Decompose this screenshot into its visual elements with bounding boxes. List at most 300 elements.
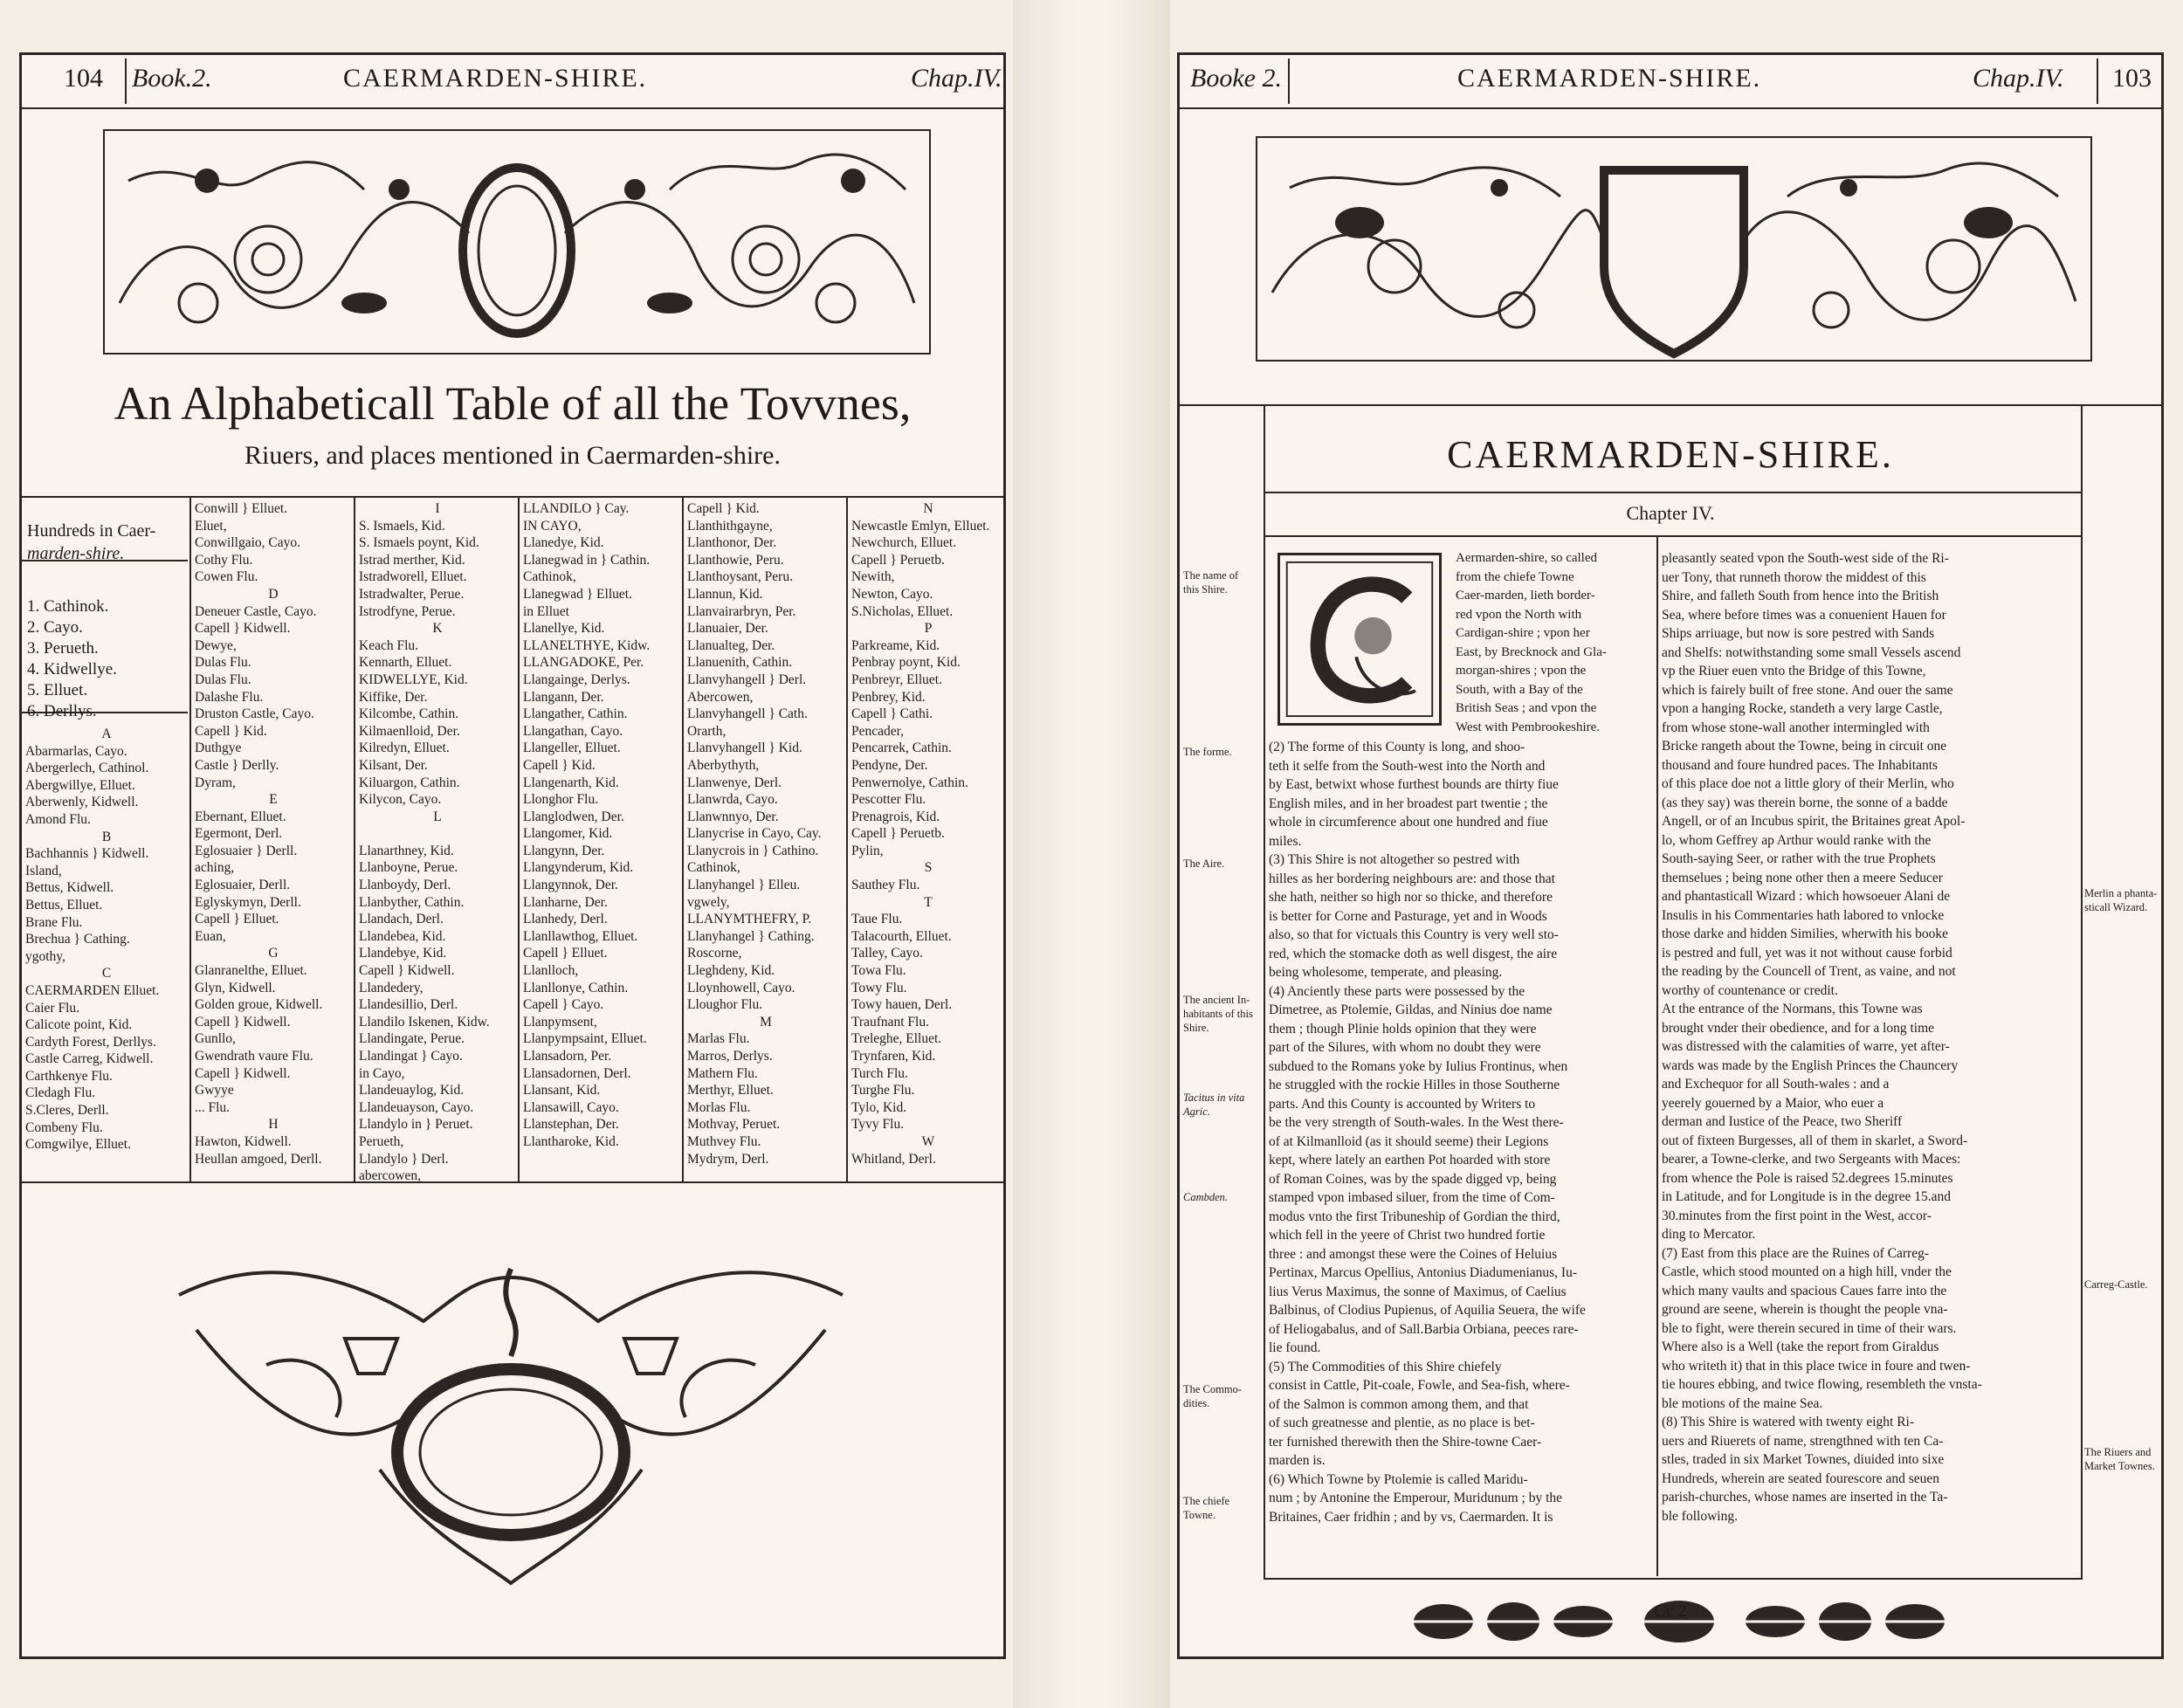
index-entry: Llanyhangel } Cathing.	[687, 928, 815, 944]
index-entry: Lloughor Flu.	[687, 997, 763, 1013]
text-line: and Shelfs: notwithstanding some small Vessels ascend	[1662, 644, 1961, 660]
index-entry: Traufnant Flu.	[851, 1014, 929, 1030]
right-page	[1177, 52, 2164, 1659]
index-entry: LLANDILO } Cay.	[523, 501, 630, 516]
index-entry: Llanvyhangell } Kid.	[687, 740, 802, 756]
index-entry: Aberwenly, Kidwell.	[25, 795, 139, 810]
text-column-left	[1269, 738, 1653, 1526]
index-entry: Llandingat } Cayo.	[359, 1049, 463, 1064]
margin-note-forme: The forme.	[1183, 746, 1232, 758]
index-entry: Llansawill, Cayo.	[523, 1099, 619, 1115]
illuminated-initial-icon	[1277, 553, 1442, 726]
index-entry: Llanpympsaint, Elluet.	[523, 1031, 647, 1047]
index-entry: K	[432, 621, 443, 637]
text-line: English miles, and in her broadest part twentie ; the	[1269, 795, 1548, 811]
text-line: Shire, and falleth South from hence into the British	[1662, 589, 1939, 603]
index-entry: Llanhedy, Derl.	[523, 912, 608, 927]
text-line: is better for Corne and Pasturage, yet and in Woods	[1269, 908, 1547, 924]
text-line: she hath, neither so high nor so thicke, and therefore	[1269, 890, 1553, 905]
index-entry: Egermont, Derl.	[195, 826, 283, 842]
index-entry: Conwillgaio, Cayo.	[195, 535, 300, 551]
index-entry: Taue Flu.	[851, 912, 903, 927]
text-line: British Seas ; and vpon the	[1456, 701, 1597, 715]
text-line: of at Kilmanlloid (as it should seeme) their Legions	[1269, 1133, 1549, 1149]
index-entry: B	[101, 829, 112, 844]
index-entry: Marlas Flu.	[687, 1031, 750, 1047]
text-line: the reading by the Councell of Trent, as vaine, and not	[1662, 964, 1956, 979]
index-entry: Comgwilye, Elluet.	[25, 1137, 131, 1153]
index-entry: S	[924, 860, 933, 876]
left-page-number: 104	[64, 64, 103, 93]
index-entry: A	[101, 727, 112, 741]
book-gutter	[1013, 0, 1170, 1708]
text-line: (8) This Shire is watered with twenty eight Ri-	[1662, 1415, 1914, 1429]
text-line: thousand and foure hundred paces. The Inhabitants	[1662, 757, 1939, 773]
index-entry: Pendyne, Der.	[851, 757, 928, 773]
text-line: Angell, or of an Incubus spirit, the Britaines great Apol-	[1662, 814, 1966, 829]
index-entry: Cowen Flu.	[195, 569, 258, 585]
left-chapter-label: Chap.IV.	[911, 64, 1002, 93]
headpiece-shield-ornament-icon	[1255, 135, 2093, 362]
hundreds-heading: Hundreds in Caer- marden-shire.	[27, 521, 156, 563]
index-entry: Treleghe, Elluet.	[851, 1031, 942, 1047]
text-line: red, which the stomacke doth as well disgest, the aire	[1269, 946, 1558, 961]
index-entry: Capell } Cayo.	[523, 997, 604, 1013]
text-line: Insulis in his Commentaries hath labored to vnlocke	[1662, 907, 1945, 923]
index-entry: Llannun, Kid.	[687, 586, 763, 602]
index-entry: Pencader,	[851, 723, 905, 739]
index-entry: Penbrey, Kid.	[851, 689, 926, 705]
index-entry: abercowen,	[359, 1168, 421, 1184]
index-entry: Llanellye, Kid.	[523, 621, 605, 637]
index-entry: H	[268, 1117, 279, 1133]
text-line: Caer-marden, lieth border-	[1456, 589, 1595, 603]
index-entry: Llangomer, Kid.	[523, 826, 613, 842]
text-line: part of the Silures, with whom no doubt they were	[1269, 1040, 1541, 1055]
index-entry: Towy Flu.	[851, 980, 907, 995]
margin-note-inhabitants: The ancient In- habitants of this Shire.	[1183, 994, 1253, 1034]
index-entry: Llangenarth, Kid.	[523, 775, 619, 790]
index-entry: Eglosuaier, Derll.	[195, 878, 291, 893]
index-entry: Turch Flu.	[851, 1065, 908, 1081]
index-entry: Euan,	[195, 928, 226, 944]
index-entry: Tylo, Kid.	[851, 1099, 907, 1115]
index-entry: Marros, Derlys.	[687, 1049, 773, 1064]
text-line: East, by Brecknock and Gla-	[1456, 644, 1607, 659]
index-entry: Llanvairarbryn, Per.	[687, 603, 796, 619]
index-entry: Bettus, Elluet.	[25, 897, 103, 913]
index-entry: Llonghor Flu.	[523, 792, 599, 808]
index-entry: Llanuaier, Der.	[687, 621, 768, 637]
index-entry: Aberbythyth,	[687, 757, 760, 773]
index-entry: Turghe Flu.	[851, 1083, 915, 1098]
text-line: Dimetree, as Ptolemie, Gildas, and Ninius doe name	[1269, 1002, 1553, 1017]
text-line: hilles as her bordering neighbours are: and those that	[1269, 871, 1555, 886]
index-entry: Roscorne,	[687, 946, 742, 961]
text-line: Ships arriuage, but now is sore pestred with Sands	[1662, 626, 1935, 641]
text-line: wards was made by the English Princes the Chauncery	[1662, 1057, 1959, 1073]
index-entry: Capell } Kidwell.	[195, 1065, 291, 1081]
index-entry: Llanpymsent,	[523, 1014, 597, 1030]
index-entry: S. Ismaels, Kid.	[359, 518, 445, 534]
index-entry: Calicote point, Kid.	[25, 1017, 133, 1033]
index-entry: Llanllonye, Cathin.	[523, 980, 629, 995]
index-column-2	[195, 500, 352, 1167]
index-entry: Penbray poynt, Kid.	[851, 655, 961, 671]
index-entry: Istrad merther, Kid.	[359, 552, 465, 568]
index-entry: Towa Flu.	[851, 963, 906, 979]
index-entry: Llandeuayson, Cayo.	[359, 1099, 474, 1115]
index-entry: Llanvyhangell } Derl.	[687, 671, 807, 687]
index-entry: Llandylo } Derl.	[359, 1151, 449, 1167]
index-entry: M	[760, 1014, 772, 1030]
index-entry: Cothy Flu.	[195, 552, 253, 568]
index-entry: CAERMARDEN Elluet.	[25, 982, 160, 998]
index-entry: G	[268, 946, 279, 961]
index-entry: Penwernolye, Cathin.	[851, 775, 968, 790]
text-line: ble motions of the maine Sea.	[1662, 1395, 1823, 1411]
index-entry: Sauthey Flu.	[851, 878, 920, 893]
index-entry: Pylin,	[851, 843, 884, 858]
text-line: teth it selfe from the South-west into the North and	[1269, 758, 1546, 774]
index-entry: Kennarth, Elluet.	[359, 655, 452, 671]
index-entry: Amond Flu.	[25, 811, 91, 827]
index-entry	[359, 825, 516, 843]
index-entry: Cathinok,	[523, 569, 576, 585]
index-entry: Lloynhowell, Cayo.	[687, 980, 795, 995]
text-line: and phantasticall Wizard : which howsoeuer Alani de	[1662, 889, 1951, 904]
index-column-3	[359, 500, 516, 1185]
index-entry: Abercowen,	[687, 689, 754, 705]
text-line: (3) This Shire is not altogether so pestred with	[1269, 852, 1520, 867]
index-entry: Castle Carreg, Kidwell.	[25, 1051, 154, 1067]
index-entry: Bettus, Kidwell.	[25, 880, 114, 896]
text-line: ground are seene, wherein is thought the people vna-	[1662, 1302, 1948, 1317]
index-entry: Capell } Elluet.	[523, 946, 608, 961]
index-entry: Conwill } Elluet.	[195, 501, 288, 516]
text-line: ding to Mercator.	[1662, 1227, 1756, 1242]
index-entry: Merthyr, Elluet.	[687, 1083, 774, 1098]
index-entry: Kilycon, Cayo.	[359, 792, 442, 808]
index-entry: Kiffike, Der.	[359, 689, 428, 705]
index-entry: Llanwnnyo, Der.	[687, 809, 779, 824]
text-line: 30.minutes from the first point in the West, accor-	[1662, 1208, 1932, 1223]
index-entry: in Elluet	[523, 603, 569, 619]
text-line: (4) Anciently these parts were possessed by the	[1269, 983, 1525, 999]
text-line: Pertinax, Marcus Opellius, Antonius Diadumenianus, Iu-	[1269, 1265, 1578, 1280]
index-entry: Llandilo Iskenen, Kidw.	[359, 1014, 490, 1030]
text-line: (7) East from this place are the Ruines of Carreg-	[1662, 1245, 1930, 1261]
text-line: which many vaults and spacious Caues farre into the	[1662, 1283, 1947, 1298]
index-entry: Dalashe Flu.	[195, 689, 264, 705]
index-entry: Cathinok,	[687, 860, 740, 876]
text-line: and Exchequor for all South-wales : and a	[1662, 1077, 1890, 1092]
text-line: modus vnto the first Tribuneship of Gordian the third,	[1269, 1209, 1560, 1224]
index-entry: Newchurch, Elluet.	[851, 535, 957, 551]
index-entry: Capell } Peruetb.	[851, 552, 945, 568]
text-line: ble to fight, were therein secured in time of their wars.	[1662, 1320, 1957, 1336]
left-book-label: Book.2.	[132, 64, 212, 93]
index-entry: Llanuenith, Cathin.	[687, 655, 793, 671]
text-line: whole in circumference about one hundred and fiue	[1269, 815, 1548, 830]
index-entry: Capell } Kid.	[687, 501, 760, 516]
margin-note-merlin: Merlin a phanta- sticall Wizard.	[2084, 887, 2158, 913]
index-entry: Caier Flu.	[25, 1000, 79, 1016]
text-line: brought vnder their obedience, and for a long time	[1662, 1020, 1935, 1036]
table-top-rule	[22, 496, 1003, 498]
index-entry: Llandylo in } Peruet.	[359, 1117, 473, 1133]
index-entry: Llandesillio, Derl.	[359, 997, 458, 1013]
index-entry: Llantharoke, Kid.	[523, 1133, 619, 1149]
text-line: num ; by Antonine the Emperour, Muridunum ; by the	[1269, 1491, 1563, 1505]
text-line: subdued to the Romans yoke by Iulius Frontinus, when	[1269, 1058, 1568, 1074]
index-entry: ... Flu.	[195, 1099, 231, 1115]
index-entry: Island,	[25, 863, 62, 878]
index-entry: Dyram,	[195, 775, 236, 790]
index-entry: Eglyskymyn, Derll.	[195, 894, 301, 910]
index-entry: Kilredyn, Elluet.	[359, 740, 450, 756]
text-line: parish-churches, whose names are inserted in the Ta-	[1662, 1490, 1948, 1505]
text-line: he struggled with the rockie Hilles in those Southerne	[1269, 1078, 1560, 1092]
text-line: tie houres ebbing, and twice flowing, resembleth the vnsta-	[1662, 1377, 1982, 1392]
text-line: (as they say) was therein borne, the sonne of a badde	[1662, 795, 1948, 810]
index-entry: Llansadornen, Derl.	[523, 1065, 631, 1081]
text-line: uers and Riuerets of name, strengthned with ten Ca-	[1662, 1433, 1944, 1449]
index-entry: Llanboydy, Derl.	[359, 878, 451, 893]
index-entry: Abarmarlas, Cayo.	[25, 743, 127, 759]
text-line: three : and amongst these were the Coines of Heluius	[1269, 1246, 1558, 1262]
index-entry: P	[924, 621, 933, 637]
hundreds-list: 1. Cathinok. 2. Cayo. 3. Perueth. 4. Kidwellye. 5. Elluet. 6. Derllys.	[27, 597, 117, 720]
index-entry: Llanllawthog, Elluet.	[523, 928, 638, 944]
text-line: Balbinus, of Clodius Pupienus, of Aquilia Seuera, the wife	[1269, 1303, 1586, 1318]
index-entry: Llansant, Kid.	[523, 1083, 601, 1098]
text-line: themselues ; being none other then a meere Seducer	[1662, 870, 1943, 885]
text-line: West with Pembrookeshire.	[1456, 720, 1601, 734]
text-line: lie found.	[1269, 1340, 1321, 1355]
index-entry: W	[921, 1133, 935, 1149]
index-entry: Cardyth Forest, Derllys.	[25, 1034, 156, 1050]
text-line: being wholesome, temperate, and pleasing.	[1269, 965, 1503, 980]
index-entry: Llanstephan, Der.	[523, 1117, 619, 1133]
index-entry: Eluet,	[195, 518, 227, 534]
text-line: derman and Iustice of the Peace, two Sheriff	[1662, 1114, 1903, 1129]
text-line: stles, traded in six Market Townes, diuided into sixe	[1662, 1452, 1945, 1467]
text-line: Castle, which stood mounted on a high hill, vnder the	[1662, 1264, 1952, 1279]
text-line: red vpon the North with	[1456, 607, 1582, 622]
index-entry: Llangynn, Der.	[523, 843, 605, 858]
index-entry: Llangann, Der.	[523, 689, 604, 705]
text-line: which fell in the yeere of Christ two hundred fortie	[1269, 1228, 1546, 1243]
text-line: consist in Cattle, Pit-coale, Fowle, and Sea-fish, where-	[1269, 1378, 1570, 1393]
index-entry: Capell } Peruetb.	[851, 826, 945, 842]
text-line: be the very strength of South-wales. In the West there-	[1269, 1115, 1564, 1130]
index-entry: Lleghdeny, Kid.	[687, 963, 775, 979]
text-line: those darke and hidden Similies, wherwith his booke	[1662, 926, 1949, 941]
index-entry: Castle } Derlly.	[195, 757, 279, 773]
index-entry: Llanboyne, Perue.	[359, 860, 458, 876]
index-entry: Muthvey Flu.	[687, 1133, 761, 1149]
index-entry: Capell } Elluet.	[195, 912, 279, 927]
text-line: Aermarden-shire, so called	[1456, 551, 1598, 565]
index-entry: Llanycrois in } Cathino.	[687, 843, 819, 858]
text-line: lo, whom Geffrey ap Arthur would ranke with the	[1662, 832, 1932, 848]
cartouche-ornament-icon	[162, 1243, 860, 1592]
text-line: of Heliogabalus, and of Sall.Barbia Orbiana, peeces rare-	[1269, 1321, 1579, 1337]
index-entry: Llandedery,	[359, 980, 424, 995]
index-entry: Abergerlech, Cathinol.	[25, 761, 149, 776]
index-entry: in Cayo,	[359, 1065, 405, 1081]
index-entry: LLANYMTHEFRY, P.	[687, 912, 812, 927]
index-entry: Glanranelthe, Elluet.	[195, 963, 307, 979]
text-line: yeerely gouerned by a Maior, who euer a	[1662, 1095, 1884, 1111]
index-entry: Llangynnok, Der.	[523, 878, 618, 893]
index-entry: Llanyhangel } Elleu.	[687, 878, 801, 893]
index-entry: Gwyye	[195, 1083, 234, 1098]
signature-mark: Cc 2	[1654, 1601, 1687, 1621]
index-column-5	[687, 500, 844, 1167]
index-entry: Llanlloch,	[523, 963, 579, 979]
index-entry: Dulas Flu.	[195, 671, 251, 687]
index-entry: Newcastle Emlyn, Elluet.	[851, 518, 990, 534]
index-entry: I	[435, 501, 440, 516]
index-entry: L	[433, 809, 442, 824]
text-line: Where also is a Well (take the report from Giraldus	[1662, 1340, 1939, 1354]
index-entry: C	[101, 966, 112, 981]
text-line: from whose stone-wall another intermingled with	[1662, 720, 1930, 735]
left-page	[19, 52, 1006, 1659]
text-line: At the entrance of the Normans, this Towne was	[1662, 1002, 1923, 1016]
index-entry: Carthkenye Flu.	[25, 1068, 113, 1084]
text-line: ter furnished therewith then the Shire-towne Caer-	[1269, 1434, 1542, 1450]
index-entry: Llangather, Cathin.	[523, 706, 628, 722]
index-entry: Istradworell, Elluet.	[359, 569, 467, 585]
text-line: also, so that for victuals this Country is very well sto-	[1269, 927, 1559, 942]
text-line: who writeth it) that in this place twice in foure and twen-	[1662, 1358, 1971, 1374]
index-entry: Llandach, Derl.	[359, 912, 444, 927]
index-entry: T	[924, 894, 933, 910]
text-line: of such greatnesse and plentie, as no place is bet-	[1269, 1415, 1535, 1430]
index-entry: Kilcombe, Cathin.	[359, 706, 459, 722]
index-entry: Capell } Kid.	[195, 723, 267, 739]
margin-note-riuers: The Riuers and Market Townes.	[2084, 1446, 2155, 1472]
index-entry: Combeny Flu.	[25, 1119, 103, 1135]
index-column-1	[25, 726, 188, 1154]
text-column-right	[1662, 549, 2077, 1525]
index-entry: Towy hauen, Derl.	[851, 997, 953, 1013]
index-entry: Kilmaenlloid, Der.	[359, 723, 460, 739]
text-line: ble following.	[1662, 1508, 1738, 1524]
text-line: Britaines, Caer fridhin ; and by vs, Caermarden. It is	[1269, 1509, 1553, 1525]
text-line: lius Verus Maximus, the sonne of Maximus, of Caelius	[1269, 1284, 1567, 1299]
text-line: Sea, where before times was a conuenient Hauen for	[1662, 607, 1946, 623]
index-entry: Llangathan, Cayo.	[523, 723, 623, 739]
text-line: out of fixteen Burgesses, all of them in skarlet, a Sword-	[1662, 1133, 1968, 1148]
index-entry: Prenagrois, Kid.	[851, 809, 940, 824]
index-entry: Bachhannis } Kidwell.	[25, 846, 149, 862]
index-entry: Capell } Kidwell.	[195, 1014, 291, 1030]
margin-note-chiefe-towne: The chiefe Towne.	[1183, 1495, 1230, 1521]
index-entry: Llandebye, Kid.	[359, 946, 447, 961]
index-entry: Llangynderum, Kid.	[523, 860, 634, 876]
index-entry: Trynfaren, Kid.	[851, 1049, 936, 1064]
text-line: of Roman Coines, was by the spade digged vp, being	[1269, 1171, 1557, 1187]
index-entry: Kiluargon, Cathin.	[359, 775, 460, 790]
text-line: South, with a Bay of the	[1456, 682, 1583, 697]
text-line: bearer, a Towne-clerke, and two Sergeants with Maces:	[1662, 1152, 1961, 1167]
index-entry: vgwely,	[687, 894, 730, 910]
index-entry: Parkreame, Kid.	[851, 637, 940, 653]
text-line: in Latitude, and for Longitude is in the degree 15.and	[1662, 1189, 1952, 1204]
index-entry: S.Cleres, Derll.	[25, 1103, 109, 1119]
text-line: pleasantly seated vpon the South-west side of the Ri-	[1662, 551, 1949, 566]
text-line: is pestred and full, yet was it not without cause forbid	[1662, 945, 1952, 961]
index-entry: Llanegwad } Elluet.	[523, 586, 632, 602]
text-line: marden is.	[1269, 1453, 1326, 1468]
text-line: kept, where lately an earthen Pot hoarded with store	[1269, 1153, 1551, 1167]
index-entry: Llandebea, Kid.	[359, 928, 446, 944]
index-entry: Llanedye, Kid.	[523, 535, 604, 551]
table-title: An Alphabeticall Table of all the Tovvnes,	[114, 377, 912, 430]
index-entry: Llanwenye, Derl.	[687, 775, 782, 790]
index-entry: Kilsant, Der.	[359, 757, 428, 773]
index-entry: Keach Flu.	[359, 637, 419, 653]
text-line: Hundreds, wherein are seated fourescore and seuen	[1662, 1470, 1940, 1486]
index-entry: Llanharne, Der.	[523, 894, 608, 910]
index-entry: Llanycrise in Cayo, Cay.	[687, 826, 822, 842]
text-line: by East, betwixt whose furthest bounds are thirty fiue	[1269, 777, 1559, 792]
index-entry: Llangainge, Derlys.	[523, 671, 630, 687]
index-entry: Whitland, Derl.	[851, 1151, 936, 1167]
index-entry: Golden groue, Kidwell.	[195, 997, 323, 1013]
index-entry: Gunllo,	[195, 1031, 236, 1047]
index-entry: Llanthithgayne,	[687, 518, 773, 534]
text-line: vpon a hanging Rocke, standeth a very large Castle,	[1662, 701, 1943, 716]
index-entry: S. Ismaels poynt, Kid.	[359, 535, 479, 551]
index-entry: KIDWELLYE, Kid.	[359, 671, 468, 687]
index-entry: LLANGADOKE, Per.	[523, 655, 644, 671]
text-line: morgan-shires ; vpon the	[1456, 664, 1587, 678]
text-line: worthy of countenance or credit.	[1662, 982, 1838, 998]
index-entry: Morlas Flu.	[687, 1099, 751, 1115]
text-bottom-rule	[1264, 1578, 2083, 1580]
index-entry: Hawton, Kidwell.	[195, 1133, 292, 1149]
index-column-4	[523, 500, 680, 1151]
index-entry: Dewye,	[195, 637, 237, 653]
index-entry: ygothy,	[25, 948, 65, 964]
chapter-rule	[1264, 535, 2083, 537]
index-entry: Duthgye	[195, 740, 242, 756]
index-entry: Istradwalter, Perue.	[359, 586, 465, 602]
index-entry: Pencarrek, Cathin.	[851, 740, 952, 756]
index-entry: Capell } Kid.	[523, 757, 596, 773]
text-line: which is fairely built of free stone. And ouer the same	[1662, 682, 1953, 698]
index-entry: Perueth,	[359, 1133, 404, 1149]
index-entry: Glyn, Kidwell.	[195, 980, 276, 995]
text-line: uer Tony, that runneth thorow the middest of this	[1662, 569, 1926, 585]
text-line: from whence the Pole is raised 52.degrees 15.minutes	[1662, 1170, 1953, 1186]
margin-note-carreg-castle: Carreg-Castle.	[2084, 1278, 2148, 1291]
index-entry: Deneuer Castle, Cayo.	[195, 603, 317, 619]
text-line: (2) The forme of this County is long, and shoo-	[1269, 740, 1525, 754]
index-entry: Capell } Kidwell.	[359, 963, 455, 979]
text-line: vp the Riuer euen vnto the Bridge of this Towne,	[1662, 664, 1926, 678]
text-line: South-saying Seer, or rather with the true Prophets	[1662, 851, 1936, 866]
text-line: parts. And this County is accounted by Writers to	[1269, 1096, 1536, 1112]
index-entry: Newith,	[851, 569, 895, 585]
text-line: from the chiefe Towne	[1456, 569, 1574, 584]
index-entry: Talley, Cayo.	[851, 946, 923, 961]
